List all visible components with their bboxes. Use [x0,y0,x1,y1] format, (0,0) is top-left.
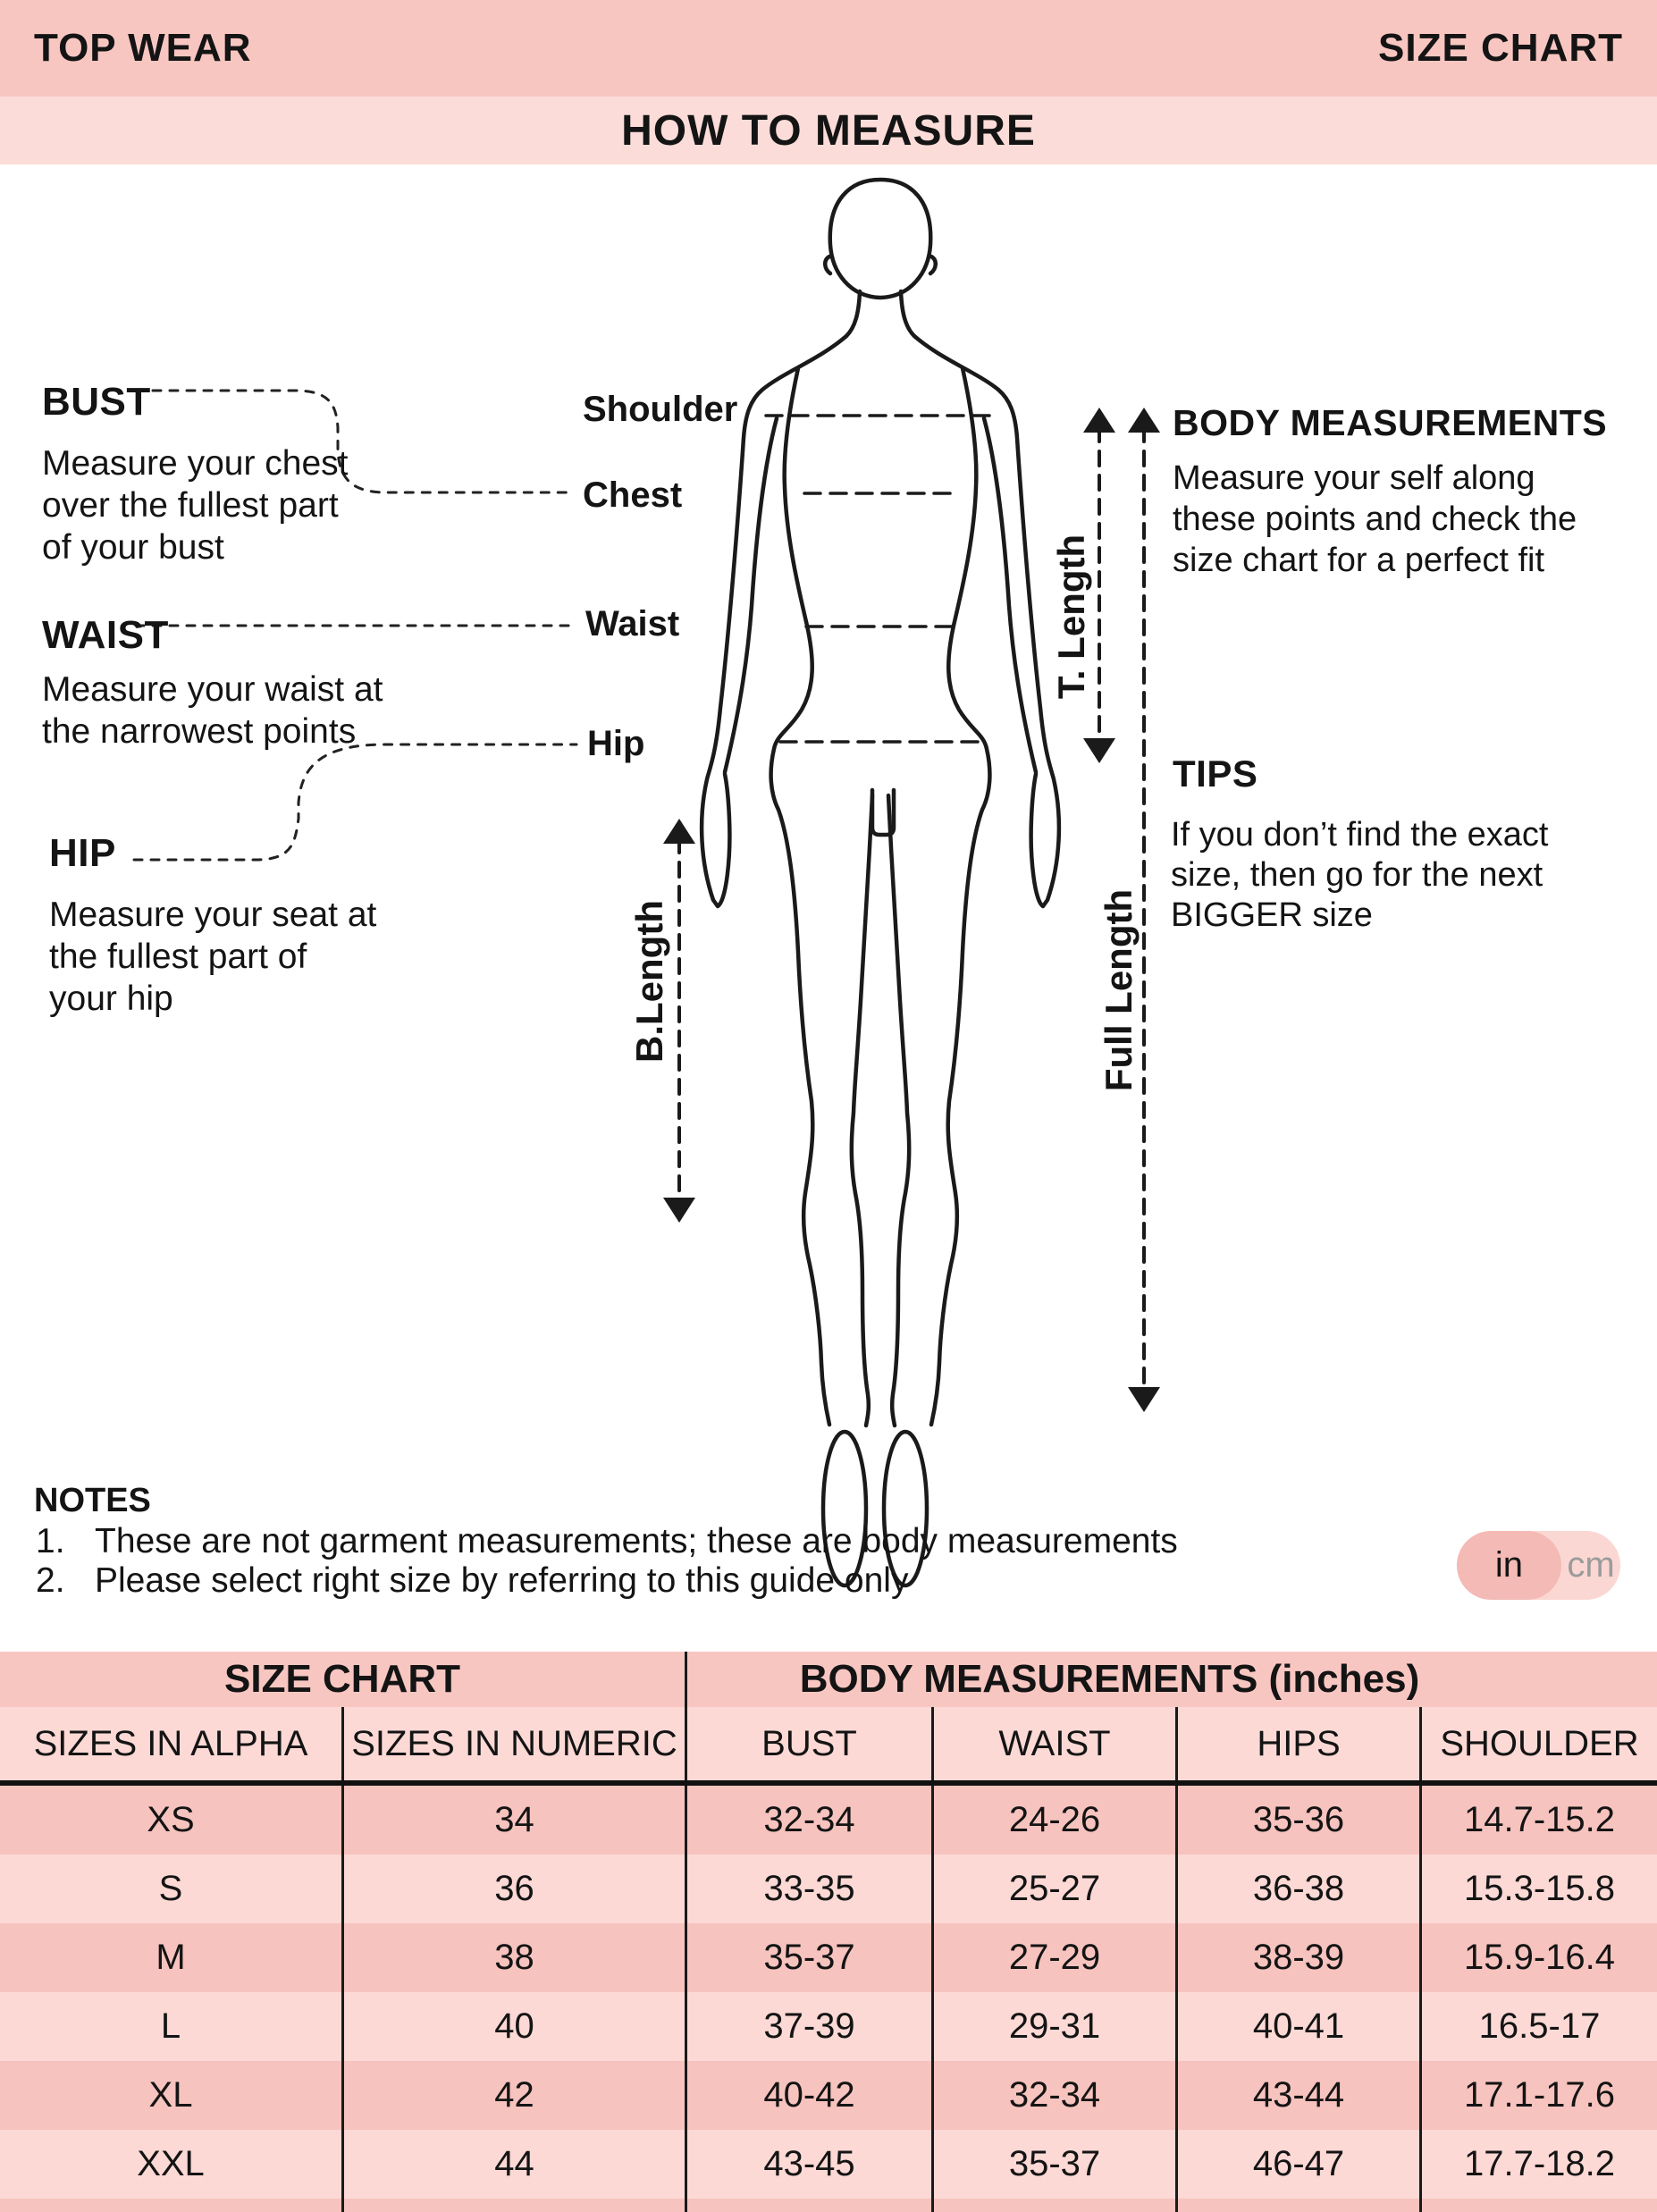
hip-title: HIP [49,831,116,875]
cell-xl-hips: 43-44 [1175,2061,1419,2130]
col-header-bust: BUST [685,1707,931,1780]
cell-xl-waist: 32-34 [931,2061,1175,2130]
waist-description: Measure your waist at the narrowest points [42,670,383,751]
table-column-header-row [0,1707,1657,1780]
cell-xxl-waist: 35-37 [931,2130,1175,2199]
col-header-sizes-numeric: SIZES IN NUMERIC [341,1707,685,1780]
full-length-label: Full Length [1098,888,1140,1092]
unit-in-button[interactable]: in [1494,1545,1524,1585]
table-row-xs [0,1786,1657,1855]
page-title-right: SIZE CHART [1378,26,1623,70]
cell-s-bust: 33-35 [685,1855,931,1923]
tips-title: TIPS [1173,753,1258,795]
cell-s-hips: 36-38 [1175,1855,1419,1923]
col-header-waist: WAIST [931,1707,1175,1780]
note-2-number: 2. [36,1561,65,1600]
table-row-l [0,1992,1657,2061]
b-length-label: B.Length [628,900,670,1063]
table-row-xxl [0,2130,1657,2199]
waist-title: WAIST [42,613,169,657]
cell-xxl-hips: 46-47 [1175,2130,1419,2199]
note-1-text: These are not garment measurements; these are body measurements [95,1522,1178,1560]
body-measurements-description: Measure your self along these points and check the size chart for a perfect fit [1173,459,1577,579]
cell-s-shoulder: 15.3-15.8 [1419,1855,1657,1923]
cell-l-numeric: 40 [341,1992,685,2061]
body-outline [702,180,1059,1585]
notes-list [36,1522,1178,1601]
cell-xxl-bust: 43-45 [685,2130,931,2199]
header-band [0,0,1657,97]
body-measurements-title: BODY MEASUREMENTS [1173,402,1608,443]
cell-xs-bust: 32-34 [685,1786,931,1855]
cell-m-numeric: 38 [341,1923,685,1992]
cell-xs-shoulder: 14.7-15.2 [1419,1786,1657,1855]
cell-l-waist: 29-31 [931,1992,1175,2061]
cell-xs-waist: 24-26 [931,1786,1175,1855]
how-to-measure-title: HOW TO MEASURE [621,106,1036,155]
cell-m-waist: 27-29 [931,1923,1175,1992]
cell-l-hips: 40-41 [1175,1992,1419,2061]
size-chart-table [0,1652,1657,2212]
note-1-number: 1. [36,1522,65,1560]
figure-label-shoulder: Shoulder [583,390,738,429]
cell-m-hips: 38-39 [1175,1923,1419,1992]
col-header-hips: HIPS [1175,1707,1419,1780]
cell-l-bust: 37-39 [685,1992,931,2061]
cell-xl-numeric: 42 [341,2061,685,2130]
page-title-left: TOP WEAR [34,26,252,70]
table-row-xl [0,2061,1657,2130]
note-item-2 [36,1561,1178,1601]
tips-description: If you don’t find the exact size, then go for the next BIGGER size [1171,816,1549,934]
cell-s-alpha: S [0,1855,341,1923]
cell-m-bust: 35-37 [685,1923,931,1992]
col-header-sizes-alpha: SIZES IN ALPHA [0,1707,341,1780]
bust-description: Measure your chest over the fullest part of your bust [42,444,349,567]
cell-s-waist: 25-27 [931,1855,1175,1923]
cell-l-shoulder: 16.5-17 [1419,1992,1657,2061]
table-row-s [0,1855,1657,1923]
note-2-text: Please select right size by referring to this guide only [95,1561,909,1600]
cell-xxl-shoulder: 17.7-18.2 [1419,2130,1657,2199]
how-to-measure-band [0,97,1657,164]
figure-label-chest: Chest [583,475,683,515]
hip-description: Measure your seat at the fullest part of your hip [49,896,377,1018]
cell-m-alpha: M [0,1923,341,1992]
unit-cm-button[interactable]: cm [1567,1545,1615,1585]
col-header-shoulder: SHOULDER [1419,1707,1657,1780]
cell-xl-shoulder: 17.1-17.6 [1419,2061,1657,2130]
cell-xxl-alpha: XXL [0,2130,341,2199]
cell-xs-alpha: XS [0,1786,341,1855]
figure-label-hip: Hip [587,724,645,763]
table-group-header-row [0,1652,1657,1707]
cell-xs-hips: 35-36 [1175,1786,1419,1855]
figure-label-waist: Waist [585,604,680,643]
group-header-body-measurements: BODY MEASUREMENTS (inches) [685,1652,1657,1707]
cell-xl-alpha: XL [0,2061,341,2130]
group-header-size-chart: SIZE CHART [0,1652,685,1707]
cell-xxl-numeric: 44 [341,2130,685,2199]
cell-l-alpha: L [0,1992,341,2061]
table-bottom-strip [0,2199,1657,2212]
cell-m-shoulder: 15.9-16.4 [1419,1923,1657,1992]
t-length-label: T. Length [1050,534,1092,700]
notes-title: NOTES [34,1482,151,1519]
bust-title: BUST [42,380,151,424]
cell-xs-numeric: 34 [341,1786,685,1855]
note-item-1 [36,1522,1178,1561]
cell-xl-bust: 40-42 [685,2061,931,2130]
cell-s-numeric: 36 [341,1855,685,1923]
unit-toggle[interactable] [1457,1531,1620,1600]
table-row-m [0,1923,1657,1992]
